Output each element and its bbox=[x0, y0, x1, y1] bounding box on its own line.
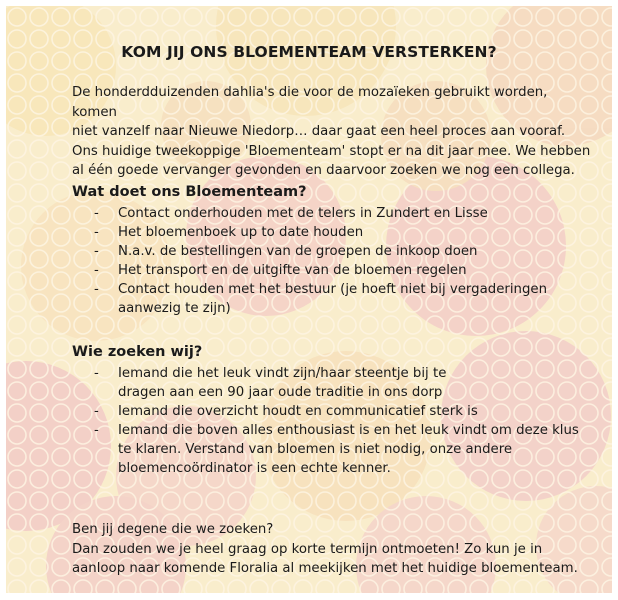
tasks-heading: Wat doet ons Bloementeam? bbox=[72, 184, 307, 200]
closing-line: Ben jij degene die we zoeken? bbox=[72, 522, 274, 537]
poster-card bbox=[6, 6, 612, 593]
list-item: - Contact houden met het bestuur (je hoeft niet bij vergaderingen aanwezig te zijn) bbox=[94, 282, 548, 316]
list-item: - Het bloemenboek up to date houden bbox=[94, 225, 364, 240]
list-item: - Contact onderhouden met de telers in Zundert en Lisse bbox=[94, 206, 488, 221]
dash-bullet-icon: - bbox=[94, 263, 99, 278]
list-item: - Het transport en de uitgifte van de bloemen regelen bbox=[94, 263, 467, 278]
list-item: - Iemand die overzicht houdt en communicatief sterk is bbox=[94, 404, 478, 419]
intro-line: al één goede vervanger gevonden en daarvoor zoeken we nog een collega. bbox=[72, 163, 575, 178]
list-item: - Iemand die het leuk vindt zijn/haar steentje bij te dragen aan een 90 jaar oude traditie in ons dorp bbox=[94, 366, 447, 400]
dash-bullet-icon: - bbox=[94, 282, 99, 297]
dash-bullet-icon: - bbox=[94, 404, 99, 419]
intro-line: De honderdduizenden dahlia's die voor de mozaïeken gebruikt worden, komen bbox=[72, 85, 548, 120]
intro-line: niet vanzelf naar Nieuwe Niedorp… daar gaat een heel proces aan vooraf. bbox=[72, 124, 566, 139]
profile-list bbox=[72, 364, 579, 478]
list-item: - N.a.v. de bestellingen van de groepen de inkoop doen bbox=[94, 244, 478, 259]
closing-paragraph bbox=[72, 520, 592, 579]
poster-content bbox=[6, 6, 612, 593]
dash-bullet-icon: - bbox=[94, 366, 99, 381]
closing-line: aanloop naar komende Floralia al meekijken met het huidige bloementeam. bbox=[72, 561, 578, 576]
list-item: - Iemand die boven alles enthousiast is en het leuk vindt om deze klus te klaren. Verstand van bloemen is niet nodig, onze andere bloemencoördinator is een echte kenner. bbox=[94, 423, 579, 476]
dash-bullet-icon: - bbox=[94, 244, 99, 259]
intro-line: Ons huidige tweekoppige 'Bloementeam' stopt er na dit jaar mee. We hebben bbox=[72, 143, 591, 159]
page-title: KOM JIJ ONS BLOEMENTEAM VERSTERKEN? bbox=[121, 43, 497, 61]
intro-paragraph bbox=[72, 83, 592, 181]
dash-bullet-icon: - bbox=[94, 423, 99, 438]
profile-heading: Wie zoeken wij? bbox=[72, 344, 203, 360]
tasks-list bbox=[72, 204, 592, 318]
closing-line: Dan zouden we je heel graag op korte termijn ontmoeten! Zo kun je in bbox=[72, 541, 543, 557]
dash-bullet-icon: - bbox=[94, 225, 99, 240]
dash-bullet-icon: - bbox=[94, 206, 99, 221]
